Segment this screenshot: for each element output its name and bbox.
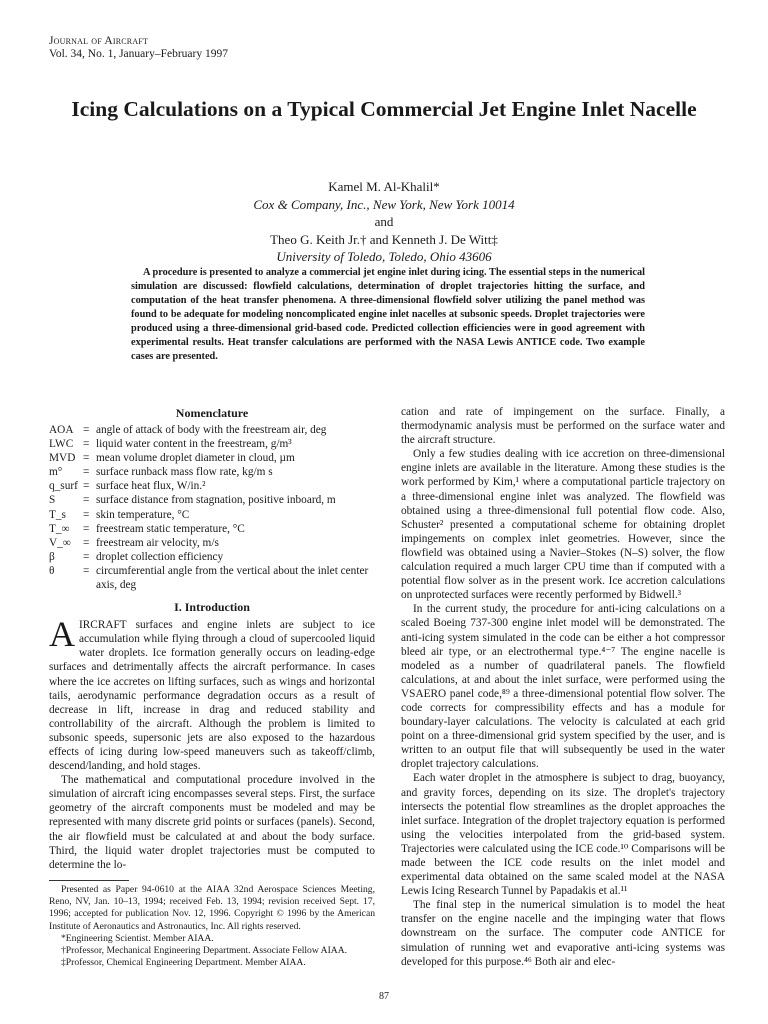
nomenclature-symbol: θ [49,564,55,577]
journal-issue: Vol. 34, No. 1, January–February 1997 [49,48,228,60]
nomenclature-row [49,536,375,550]
nomenclature-equals: = [83,550,90,563]
nomenclature-row [49,550,375,564]
nomenclature-symbol: m° [49,466,63,479]
author-names-1: Kamel M. Al-Khalil* [328,179,440,194]
nomenclature-symbol: LWC [49,438,74,451]
footnote-presented: Presented as Paper 94-0610 at the AIAA 32nd Aerospace Sciences Meeting, Reno, NV, Jan. 10–13, 1994; received Feb. 13, 1994; revision received Sept. 17, 1996; accepted for publication Nov. 12, 1996. Copyright © 1996 by the American Institute of Aeronautics and Astronautics, Inc. All rights reserved. [49,884,375,932]
footnote-author-2: †Professor, Mechanical Engineering Department. Associate Fellow AIAA. [61,945,348,957]
nomenclature-symbol: q_surf [49,480,78,493]
nomenclature-row [49,564,375,592]
nomenclature-definition: mean volume droplet diameter in cloud, µm [96,452,295,465]
nomenclature-equals: = [83,438,90,451]
footnotes [49,880,375,969]
author-conjunction: and [374,214,394,229]
nomenclature-row [49,493,375,507]
nomenclature-definition: freestream static temperature, °C [96,522,245,535]
nomenclature-definition: surface runback mass flow rate, kg/m s [96,466,273,479]
nomenclature-definition: angle of attack of body with the freestream air, deg [96,424,327,436]
nomenclature-symbol: V_∞ [49,536,71,549]
nomenclature-definition: liquid water content in the freestream, g/m³ [96,438,292,451]
right-paragraph-4: Each water droplet in the atmosphere is subject to drag, buoyancy, and gravity forces, depending on its size. The droplet's trajectory intersects the potential flow streamlines as the droplet approaches the inlet surface. Integration of the droplet trajectory equation is performed using the velocities interpolated from the grid-based system. Trajectories were calculated using the ICE code.¹⁰ Comparisons will be made between the ICE code results on the inlet model and experimental data obtained on the same scaled model at the NASA Lewis Icing Research Tunnel by Papadakis et al.¹¹ [401,772,725,898]
paper-title: Icing Calculations on a Typical Commercial Jet Engine Inlet Nacelle [71,97,697,121]
footnote-author-3: ‡Professor, Chemical Engineering Department. Member AIAA. [61,957,306,969]
nomenclature-equals: = [83,452,90,465]
page-number: 87 [379,991,389,1002]
footnote-author-1: *Engineering Scientist. Member AIAA. [61,932,214,944]
nomenclature-equals: = [83,522,90,535]
nomenclature-equals: = [83,480,90,493]
right-paragraph-5: The final step in the numerical simulation is to model the heat transfer on the engine nacelle and the impinging water that flows downstream on the surface. The computer code ANTICE for simulation of running wet and evaporative anti-icing systems was developed for this purpose.⁴⁶ Both air and elec- [401,899,725,968]
intro-paragraph-1 [49,614,375,773]
nomenclature-symbol: AOA [49,424,74,436]
nomenclature-equals: = [83,564,90,577]
dropcap-letter: A [49,614,75,655]
nomenclature-definition: skin temperature, °C [96,508,190,521]
left-column [49,404,375,872]
nomenclature-row [49,423,375,437]
journal-name: Journal of Aircraft [49,35,149,47]
nomenclature-definition: freestream air velocity, m/s [96,536,219,549]
nomenclature-definition: surface distance from stagnation, positive inboard, m [96,494,336,507]
right-column [401,405,725,969]
intro-paragraph-2: The mathematical and computational procedure involved in the simulation of aircraft icing encompasses several steps. First, the surface geometry of the aircraft components must be modeled and may be represented with many discrete grid points or surfaces (panels). Second, the air flowfield must be calculated at and about the body surface. Third, the liquid water droplet trajectories must be computed to determine the lo- [49,774,375,871]
author-names-2: Theo G. Keith Jr.† and Kenneth J. De Witt‡ [270,231,498,247]
right-paragraph-1: cation and rate of impingement on the surface. Finally, a thermodynamic analysis must be performed on the surface water and the aircraft structure. [401,406,725,447]
nomenclature-row [49,508,375,522]
abstract [131,266,645,364]
nomenclature-symbol: S [49,494,56,507]
nomenclature-heading: Nomenclature [175,406,249,420]
nomenclature-symbol: β [49,550,55,563]
footnote-rule [49,880,129,881]
nomenclature-row [49,479,375,493]
right-paragraph-3: In the current study, the procedure for anti-icing calculations on a scaled Boeing 737-300 engine inlet model will be demonstrated. The anti-icing system simulated in the code can be either a hot compressor bleed air type, or an electrothermal type.⁴⁻⁷ The engine nacelle is modeled as a number of quadrilateral panels. The flowfield calculations, at and about the inlet surface, were performed using the VSAERO panel code,⁸⁹ a three-dimensional potential flow solver. The code corrects for compressibility effects and has a module for boundary-layer calculations. The velocity is calculated at each grid point on a three-dimensional grid system specified by the user, and is written to an output file that will subsequently be used in the water droplet trajectory calculations. [401,603,725,771]
nomenclature-row [49,451,375,465]
nomenclature-definition: circumferential angle from the vertical about the inlet center axis, deg [96,564,369,592]
nomenclature-symbol: T_∞ [49,522,70,535]
author-affiliation-2: University of Toledo, Toledo, Ohio 43606 [276,249,492,264]
nomenclature-row [49,465,375,479]
nomenclature-symbol: MVD [49,452,76,465]
nomenclature-definition: surface heat flux, W/in.² [96,480,206,493]
nomenclature-equals: = [83,536,90,549]
nomenclature-row [49,522,375,536]
abstract-text: A procedure is presented to analyze a commercial jet engine inlet during icing. The essential steps in the numerical simulation are discussed: flowfield calculations, determination of droplet trajectories hitting the surface, and computation of the heat transfer phenomena. A three-dimensional flowfield solver utilizing the panel method was found to be adequate for modeling noncomplicated engine inlet nacelles at subsonic speeds. Droplet trajectories were produced using a three-dimensional grid-based code. Predicted collection efficiencies were in good agreement with experimental results. Heat transfer calculations are performed with the NASA Lewis ANTICE code. Two example cases are presented. [131,267,645,362]
nomenclature-definition: droplet collection efficiency [96,550,224,563]
intro-paragraph-1-text: IRCRAFT surfaces and engine inlets are subject to ice accumulation while flying through a cloud of supercooled liquid water droplets. Ice formation generally occurs on leading-edge surfaces and detrimentally affects the aircraft performance. In cases where the ice accretes on lifting surfaces, such as wings and horizontal tails, aerodynamic performance degradation occurs as a result of decrease in lift, increase in drag and reduced stability and controllability of the aircraft. Although the problem is limited to subsonic speeds, supersonic jets are also exposed to the hazardous effects of icing during low-speed maneuvers such as takeoff/climb, descend/landing, and hold stages. [49,619,375,773]
nomenclature-equals: = [83,466,90,479]
nomenclature-equals: = [83,508,90,521]
author-affiliation-1: Cox & Company, Inc., New York, New York 10014 [253,196,515,212]
nomenclature-equals: = [83,424,90,436]
author-block [60,178,708,266]
right-paragraph-2: Only a few studies dealing with ice accretion on three-dimensional engine inlets are available in the literature. Among these studies is the work performed by Kim,¹ where a computational particle trajectory on a three-dimensional engine inlet was analyzed. The flowfield was obtained using a three-dimensional full potential flow code. Also, Schuster² presented a computational scheme for obtaining droplet impingements on complex inlet geometries. However, since the flowfield was obtained using a Navier–Stokes (N–S) solver, the flow calculation required a much larger CPU time than if computed with a potential flow solver as in the present work. Ice accretion calculations on unprotected surfaces were recently performed by Bidwell.³ [401,448,725,602]
journal-header [49,35,228,61]
nomenclature-table [49,423,375,592]
nomenclature-symbol: T_s [49,508,66,521]
introduction-heading: I. Introduction [174,600,250,615]
nomenclature-equals: = [83,494,90,507]
nomenclature-row [49,437,375,451]
